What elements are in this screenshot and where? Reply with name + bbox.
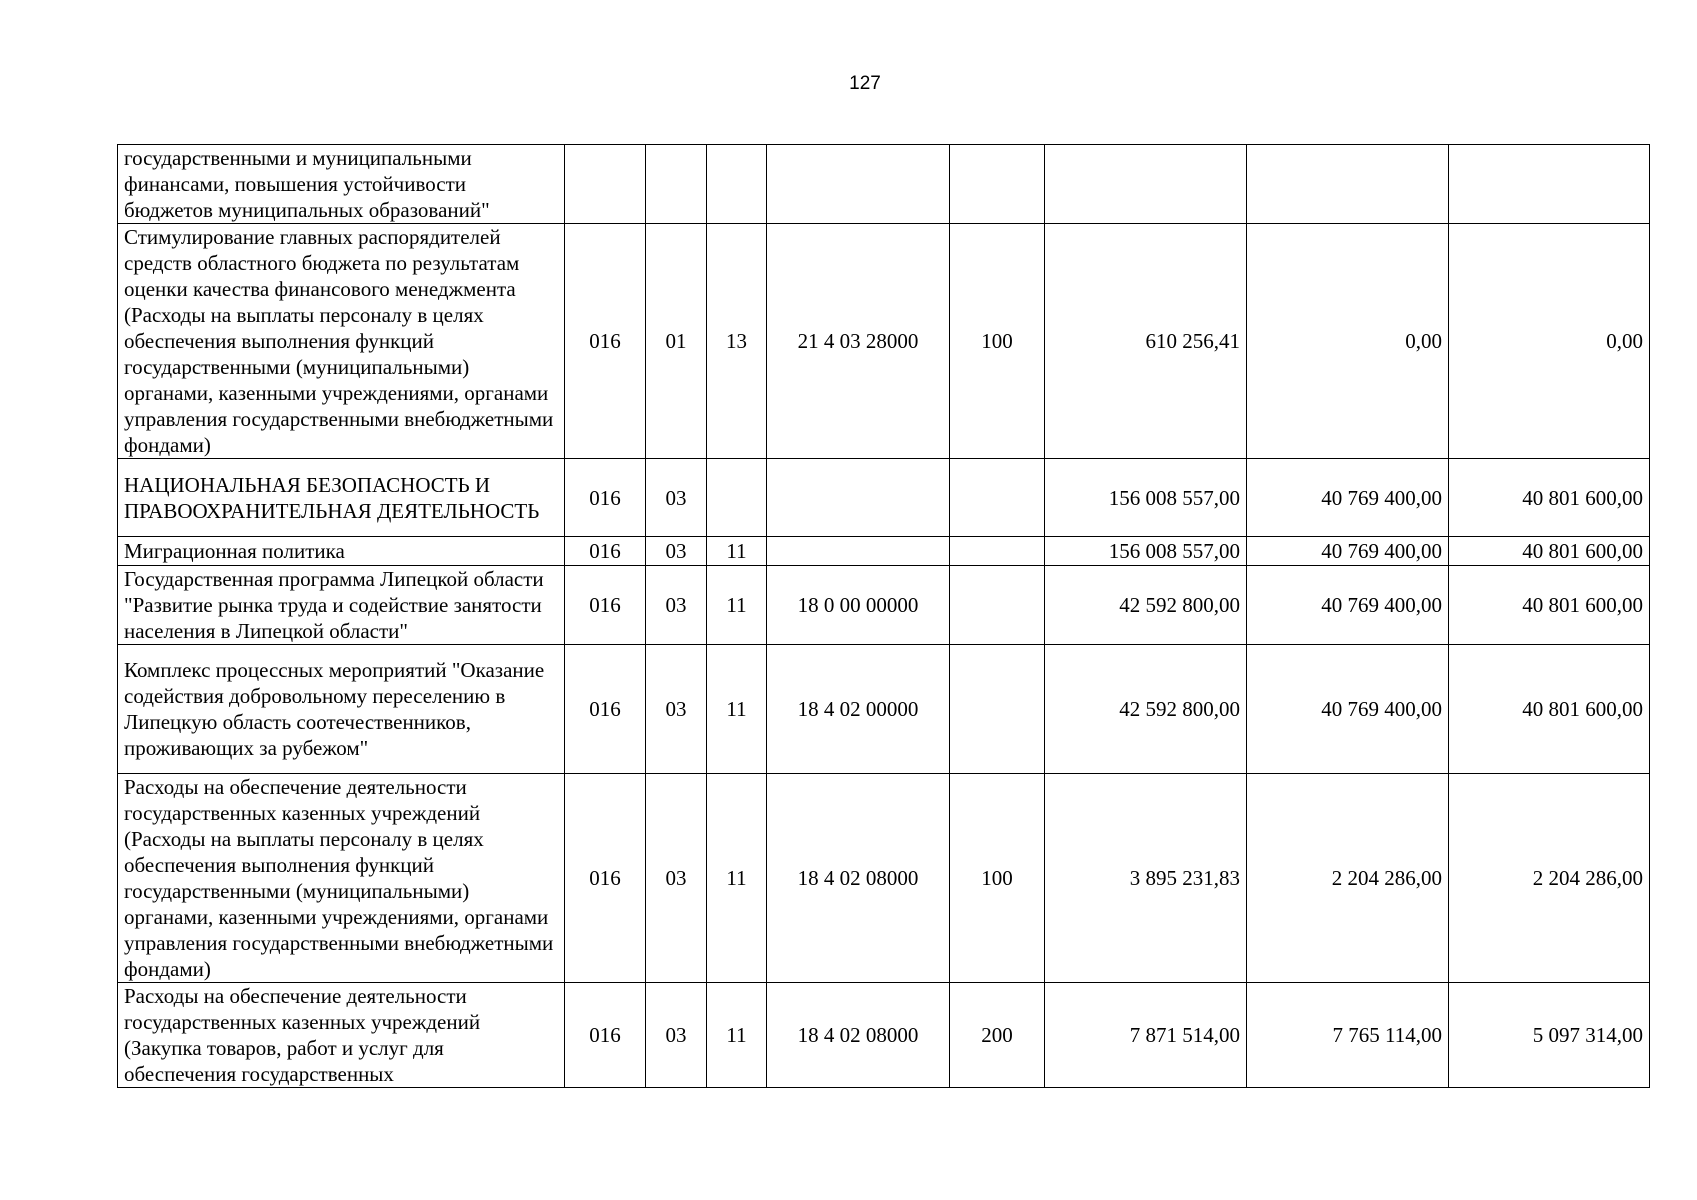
admin-code-cell: 016: [565, 224, 646, 459]
target-article-cell: 18 4 02 00000: [767, 645, 950, 774]
subsection-cell: 11: [707, 983, 767, 1088]
table-row: [118, 537, 1650, 566]
expense-type-cell: [950, 537, 1045, 566]
section-cell: [646, 145, 707, 224]
target-article-cell: [767, 145, 950, 224]
sum-year2-cell: 40 769 400,00: [1247, 645, 1449, 774]
expense-type-cell: [950, 145, 1045, 224]
table-row: [118, 459, 1650, 537]
table-row: [118, 983, 1650, 1088]
subsection-cell: 11: [707, 537, 767, 566]
sum-year3-cell: 40 801 600,00: [1449, 459, 1650, 537]
sum-year3-cell: 5 097 314,00: [1449, 983, 1650, 1088]
sum-year3-cell: 40 801 600,00: [1449, 645, 1650, 774]
sum-year2-cell: [1247, 145, 1449, 224]
sum-year3-cell: [1449, 145, 1650, 224]
sum-year2-cell: 0,00: [1247, 224, 1449, 459]
subsection-cell: 11: [707, 645, 767, 774]
expense-type-cell: 100: [950, 224, 1045, 459]
table-row: [118, 645, 1650, 774]
target-article-cell: 18 0 00 00000: [767, 566, 950, 645]
sum-year1-cell: 7 871 514,00: [1045, 983, 1247, 1088]
admin-code-cell: 016: [565, 774, 646, 983]
row-name-cell: Расходы на обеспечение деятельности государственных казенных учреждений (Закупка товаров, работ и услуг для обеспечения государственных: [118, 983, 565, 1088]
row-name-cell: Расходы на обеспечение деятельности государственных казенных учреждений (Расходы на выплаты персоналу в целях обеспечения выполнения функций государственными (муниципальными) органами, казенными учреждениями, органами управления государственными внебюджетными фондами): [118, 774, 565, 983]
sum-year1-cell: 42 592 800,00: [1045, 566, 1247, 645]
target-article-cell: 18 4 02 08000: [767, 774, 950, 983]
row-name-cell: НАЦИОНАЛЬНАЯ БЕЗОПАСНОСТЬ И ПРАВООХРАНИТЕЛЬНАЯ ДЕЯТЕЛЬНОСТЬ: [118, 459, 565, 537]
budget-table: [117, 144, 1650, 1088]
sum-year1-cell: 3 895 231,83: [1045, 774, 1247, 983]
expense-type-cell: [950, 645, 1045, 774]
subsection-cell: [707, 145, 767, 224]
admin-code-cell: [565, 145, 646, 224]
row-name-cell: государственными и муниципальными финансами, повышения устойчивости бюджетов муниципальных образований": [118, 145, 565, 224]
sum-year3-cell: 2 204 286,00: [1449, 774, 1650, 983]
expense-type-cell: [950, 459, 1045, 537]
sum-year1-cell: 42 592 800,00: [1045, 645, 1247, 774]
subsection-cell: 11: [707, 774, 767, 983]
section-cell: 03: [646, 537, 707, 566]
table-row: [118, 224, 1650, 459]
section-cell: 03: [646, 566, 707, 645]
admin-code-cell: 016: [565, 645, 646, 774]
sum-year3-cell: 40 801 600,00: [1449, 566, 1650, 645]
page-number: 127: [849, 73, 881, 94]
expense-type-cell: 100: [950, 774, 1045, 983]
section-cell: 03: [646, 459, 707, 537]
sum-year1-cell: 156 008 557,00: [1045, 537, 1247, 566]
expense-type-cell: [950, 566, 1045, 645]
row-name-cell: Стимулирование главных распорядителей средств областного бюджета по результатам оценки качества финансового менеджмента (Расходы на выплаты персоналу в целях обеспечения выполнения функций государственными (муниципальными) органами, казенными учреждениями, органами управления государственными внебюджетными фондами): [118, 224, 565, 459]
sum-year2-cell: 7 765 114,00: [1247, 983, 1449, 1088]
target-article-cell: [767, 459, 950, 537]
subsection-cell: 11: [707, 566, 767, 645]
sum-year3-cell: 0,00: [1449, 224, 1650, 459]
sum-year1-cell: [1045, 145, 1247, 224]
sum-year1-cell: 610 256,41: [1045, 224, 1247, 459]
row-name-cell: Комплекс процессных мероприятий "Оказание содействия добровольному переселению в Липецкую область соотечественников, проживающих за рубежом": [118, 645, 565, 774]
sum-year1-cell: 156 008 557,00: [1045, 459, 1247, 537]
section-cell: 03: [646, 774, 707, 983]
admin-code-cell: 016: [565, 983, 646, 1088]
sum-year2-cell: 40 769 400,00: [1247, 459, 1449, 537]
sum-year3-cell: 40 801 600,00: [1449, 537, 1650, 566]
row-name-cell: Государственная программа Липецкой области "Развитие рынка труда и содействие занятости населения в Липецкой области": [118, 566, 565, 645]
target-article-cell: 18 4 02 08000: [767, 983, 950, 1088]
section-cell: 01: [646, 224, 707, 459]
table-row: [118, 774, 1650, 983]
sum-year2-cell: 2 204 286,00: [1247, 774, 1449, 983]
admin-code-cell: 016: [565, 459, 646, 537]
expense-type-cell: 200: [950, 983, 1045, 1088]
subsection-cell: [707, 459, 767, 537]
row-name-cell: Миграционная политика: [118, 537, 565, 566]
section-cell: 03: [646, 983, 707, 1088]
admin-code-cell: 016: [565, 566, 646, 645]
subsection-cell: 13: [707, 224, 767, 459]
target-article-cell: 21 4 03 28000: [767, 224, 950, 459]
table-row: [118, 566, 1650, 645]
admin-code-cell: 016: [565, 537, 646, 566]
target-article-cell: [767, 537, 950, 566]
section-cell: 03: [646, 645, 707, 774]
sum-year2-cell: 40 769 400,00: [1247, 566, 1449, 645]
sum-year2-cell: 40 769 400,00: [1247, 537, 1449, 566]
table-row: [118, 145, 1650, 224]
